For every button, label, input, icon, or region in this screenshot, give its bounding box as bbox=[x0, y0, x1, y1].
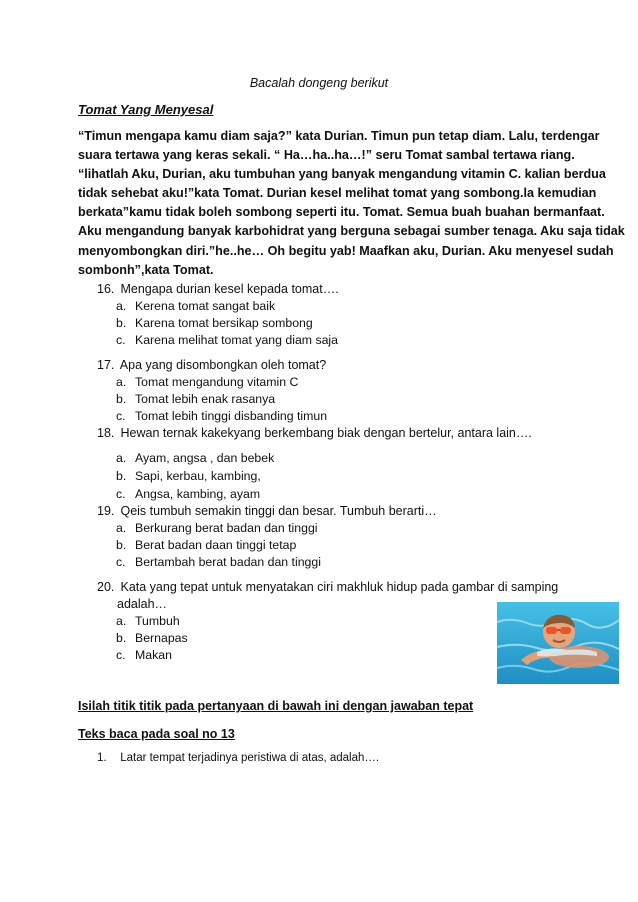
question-text: Latar tempat terjadinya peristiwa di atas, adalah…. bbox=[120, 752, 380, 764]
question-number: 1. bbox=[97, 752, 107, 764]
story-title: Tomat Yang Menyesal bbox=[78, 102, 214, 117]
question-18 bbox=[97, 426, 532, 440]
question-number: 16. bbox=[97, 282, 115, 296]
question-17 bbox=[97, 358, 326, 372]
option-18a[interactable]: a. Ayam, angsa , dan bebek bbox=[116, 451, 275, 465]
option-17c[interactable]: c. Tomat lebih tinggi disbanding timun bbox=[116, 409, 328, 423]
question-text: Kata yang tepat untuk menyatakan ciri makhluk hidup pada gambar di samping bbox=[120, 580, 559, 594]
subsection-heading: Teks baca pada soal no 13 bbox=[78, 727, 235, 741]
question-text: Mengapa durian kesel kepada tomat…. bbox=[120, 282, 339, 296]
story-line: sombonh”,kata Tomat. bbox=[78, 262, 214, 277]
reading-instruction: Bacalah dongeng berikut bbox=[249, 76, 389, 90]
option-16c[interactable]: c. Karena melihat tomat yang diam saja bbox=[116, 333, 339, 347]
story-line: menyombongkan diri.”he..he… Oh begitu yab! Maafkan aku, Durian. Aku menyesel sudah bbox=[78, 243, 614, 258]
question-number: 18. bbox=[97, 426, 115, 440]
story-line: “lihatlah Aku, Durian, aku tumbuhan yang banyak mengandung vitamin C. kalian berdua bbox=[78, 167, 606, 182]
essay-question-1 bbox=[97, 752, 379, 764]
story-line: berkata”kamu tidak boleh sombong seperti itu. Tomat. Semua buah buahan bermanfaat. bbox=[78, 205, 605, 220]
option-20a[interactable]: a. Tumbuh bbox=[116, 614, 180, 628]
option-19c[interactable]: c. Bertambah berat badan dan tinggi bbox=[116, 555, 321, 569]
option-17b[interactable]: b. Tomat lebih enak rasanya bbox=[116, 392, 276, 406]
option-19a[interactable]: a. Berkurang berat badan dan tinggi bbox=[116, 521, 318, 535]
option-16a[interactable]: a. Kerena tomat sangat baik bbox=[116, 299, 276, 313]
story-line: tidak sehebat aku!”kata Tomat. Durian kesel melihat tomat yang sombong.la kemudian bbox=[78, 186, 597, 201]
option-20b[interactable]: b. Bernapas bbox=[116, 631, 188, 645]
option-18c[interactable]: c. Angsa, kambing, ayam bbox=[116, 487, 261, 501]
option-16b[interactable]: b. Karena tomat bersikap sombong bbox=[116, 316, 313, 330]
question-number: 20. bbox=[97, 580, 115, 594]
question-20 bbox=[97, 580, 558, 594]
option-19b[interactable]: b. Berat badan daan tinggi tetap bbox=[116, 538, 297, 552]
question-16 bbox=[97, 282, 339, 296]
question-text: Hewan ternak kakekyang berkembang biak dengan bertelur, antara lain…. bbox=[120, 426, 532, 440]
question-19 bbox=[97, 504, 437, 518]
question-text: Apa yang disombongkan oleh tomat? bbox=[119, 358, 327, 372]
story-text bbox=[78, 127, 625, 280]
story-line: Aku mengandung banyak karbohidrat yang berguna sebagai sumber tenaga. Aku saja tidak bbox=[78, 224, 625, 239]
swimmer-photo bbox=[497, 602, 619, 684]
question-text: Qeis tumbuh semakin tinggi dan besar. Tumbuh berarti… bbox=[120, 504, 437, 518]
question-number: 19. bbox=[97, 504, 115, 518]
question-number: 17. bbox=[97, 358, 115, 372]
story-line: “Timun mengapa kamu diam saja?” kata Durian. Timun pun tetap diam. Lalu, terdengar bbox=[78, 129, 600, 143]
option-18b[interactable]: b. Sapi, kerbau, kambing, bbox=[116, 469, 261, 483]
swimmer-photo-icon bbox=[497, 602, 619, 684]
option-20c[interactable]: c. Makan bbox=[116, 648, 172, 662]
question-20-continuation: adalah… bbox=[117, 597, 168, 611]
option-17a[interactable]: a. Tomat mengandung vitamin C bbox=[116, 375, 299, 389]
section-heading: Isilah titik titik pada pertanyaan di bawah ini dengan jawaban tepat bbox=[78, 699, 474, 713]
story-line: suara tertawa yang keras sekali. “ Ha…ha..ha…!” seru Tomat sambal tertawa riang. bbox=[78, 148, 575, 163]
